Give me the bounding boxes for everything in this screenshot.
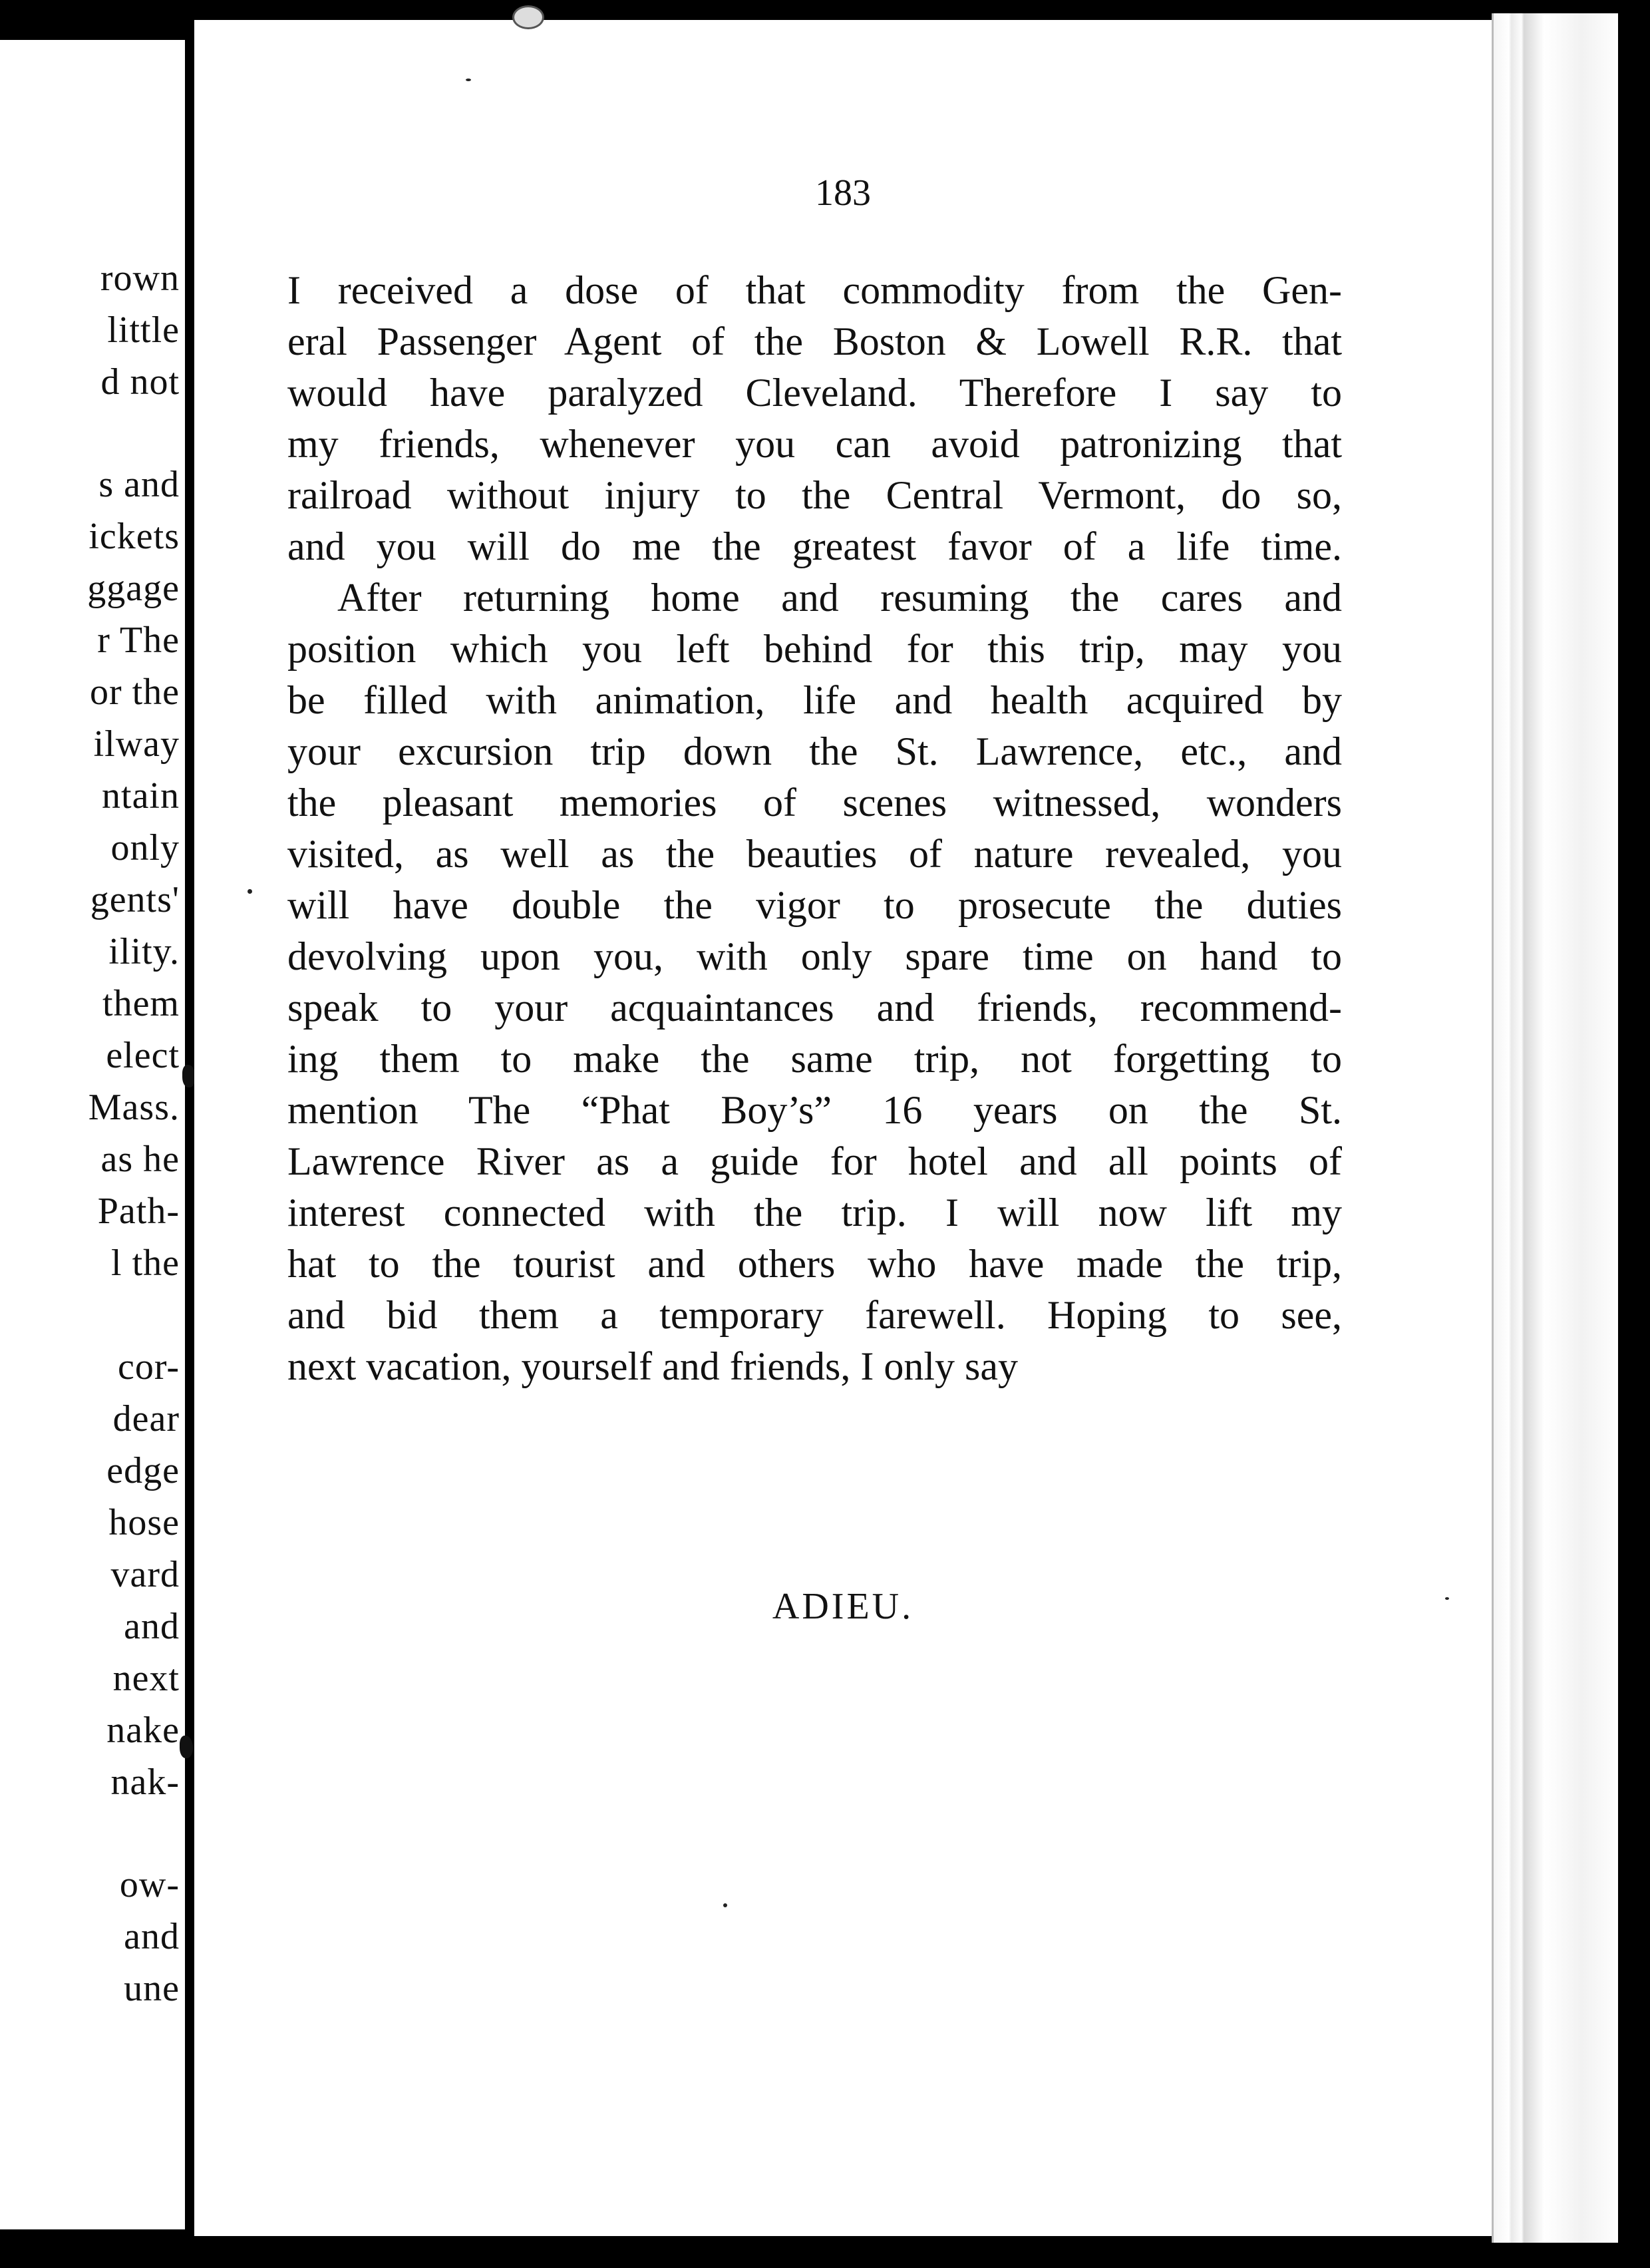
body-text-line: interest connected with the trip. I will now lift my	[287, 1191, 1342, 1234]
left-page-line: dear	[112, 1398, 180, 1439]
body-text-line: devolving upon you, with only spare time on hand to	[287, 934, 1342, 978]
body-text-line: mention The “Phat Boy’s” 16 years on the St.	[287, 1088, 1342, 1132]
left-page-line: ilway	[93, 723, 180, 765]
left-page-line: little	[107, 309, 180, 351]
body-text-line: hat to the tourist and others who have made the trip,	[287, 1242, 1342, 1286]
left-page-line: and	[124, 1916, 180, 1957]
body-text-line: and bid them a temporary farewell. Hoping to see,	[287, 1293, 1342, 1337]
left-page-line: nak-	[110, 1762, 180, 1803]
body-text-line: After returning home and resuming the cares and	[337, 576, 1342, 620]
left-page-line: Path-	[97, 1191, 180, 1232]
left-page-line: ickets	[88, 516, 180, 557]
left-page-line: nake	[106, 1710, 180, 1751]
body-text-line: I received a dose of that commodity from the Gen-	[287, 268, 1342, 312]
paper-speck	[723, 1903, 727, 1907]
left-page-line: hose	[108, 1502, 180, 1543]
left-page-line: or the	[89, 671, 180, 713]
left-page-line: elect	[106, 1035, 180, 1076]
body-text-line: my friends, whenever you can avoid patronizing that	[287, 422, 1342, 466]
paper-speck	[248, 889, 252, 894]
left-page-line: ntain	[102, 775, 180, 817]
body-text-line: and you will do me the greatest favor of a life time.	[287, 524, 1342, 568]
left-page-line: them	[102, 983, 180, 1024]
body-text-line: position which you left behind for this trip, may you	[287, 627, 1342, 671]
left-page-line: ow-	[119, 1864, 180, 1905]
left-page-line: r The	[97, 620, 180, 661]
body-text-line: eral Passenger Agent of the Boston & Lowell R.R. that	[287, 319, 1342, 363]
body-text-line: ing them to make the same trip, not forgetting to	[287, 1037, 1342, 1081]
left-page-line: l the	[111, 1242, 180, 1284]
binding-thread-mark	[182, 1065, 196, 1087]
left-page-line: d not	[100, 361, 180, 403]
left-page-line: Mass.	[88, 1087, 180, 1128]
body-text-line: be filled with animation, life and health acquired by	[287, 678, 1342, 722]
binding-thread-mark	[180, 1736, 193, 1758]
body-text-line: visited, as well as the beauties of nature revealed, you	[287, 832, 1342, 876]
stacked-page-edges	[1492, 13, 1620, 2243]
left-page-line: vard	[110, 1554, 180, 1595]
body-text-line: would have paralyzed Cleveland. Therefore I say to	[287, 371, 1342, 415]
paper-speck	[1445, 1597, 1449, 1600]
left-page-line: cor-	[117, 1346, 180, 1388]
body-text-line: will have double the vigor to prosecute the duties	[287, 883, 1342, 927]
left-page-line: ility.	[108, 931, 180, 972]
paper-speck	[466, 79, 471, 81]
body-text-line: speak to your acquaintances and friends, recommend-	[287, 986, 1342, 1030]
body-text-line: the pleasant memories of scenes witnessed, wonders	[287, 781, 1342, 825]
left-page-line: s and	[98, 464, 180, 505]
left-page-line: as he	[100, 1139, 180, 1180]
body-text-line: your excursion trip down the St. Lawrence, etc., and	[287, 729, 1342, 773]
previous-page-fragment	[0, 40, 185, 2229]
page-183	[194, 20, 1492, 2236]
library-stamp-mark	[512, 5, 544, 29]
closing-word: ADIEU.	[772, 1586, 914, 1627]
left-page-line: next	[112, 1658, 180, 1699]
body-text-line: next vacation, yourself and friends, I only say	[287, 1344, 1019, 1388]
book-gutter	[185, 0, 194, 2268]
left-page-line: edge	[106, 1450, 180, 1491]
left-page-line: rown	[100, 258, 180, 299]
left-page-line: only	[110, 827, 180, 868]
page-number: 183	[815, 172, 871, 214]
scan-border	[1618, 0, 1650, 2268]
left-page-line: une	[124, 1968, 180, 2009]
left-page-line: and	[124, 1606, 180, 1647]
body-text-line: railroad without injury to the Central Vermont, do so,	[287, 473, 1342, 517]
left-page-line: gents'	[90, 879, 180, 920]
body-text-line: Lawrence River as a guide for hotel and all points of	[287, 1139, 1342, 1183]
left-page-line: ggage	[87, 568, 180, 609]
